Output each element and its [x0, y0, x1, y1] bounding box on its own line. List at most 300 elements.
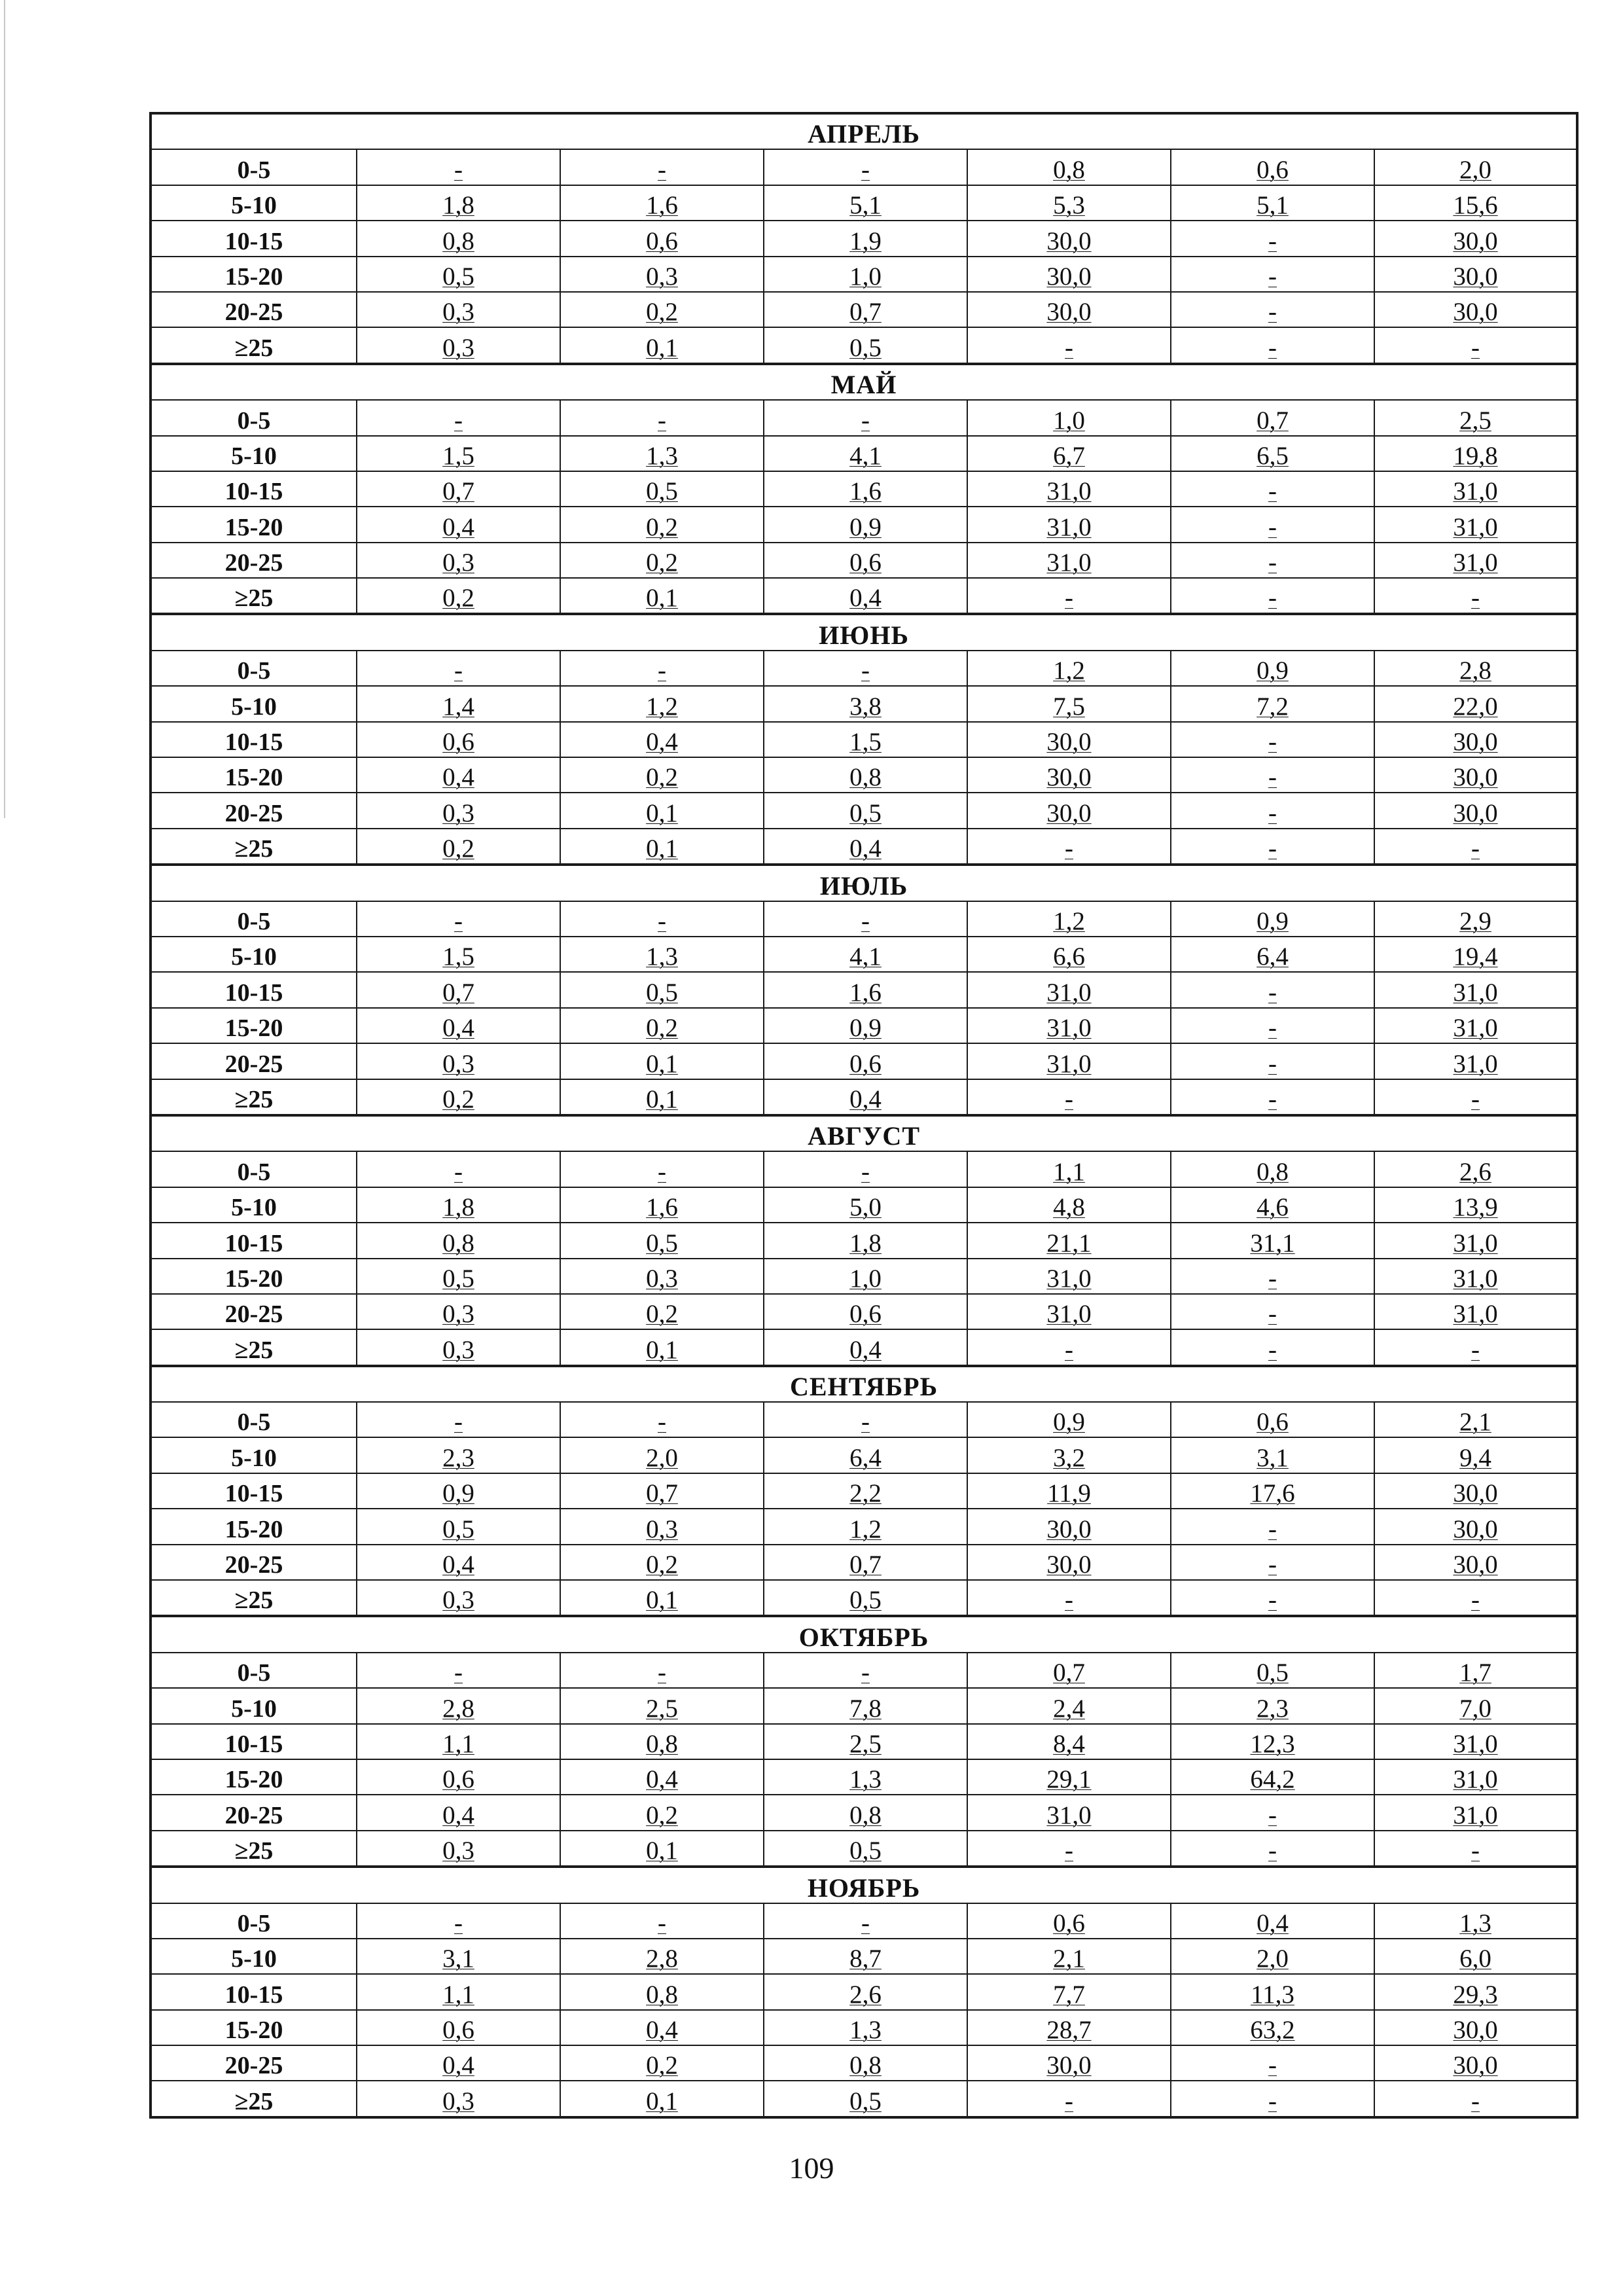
range-cell: ≥25: [151, 1831, 357, 1867]
value-cell: -: [560, 149, 764, 185]
value-cell: 1,4: [357, 686, 560, 721]
value-cell: 4,1: [764, 436, 967, 471]
value-cell: 2,0: [1171, 1939, 1374, 1974]
value-cell: 63,2: [1171, 2010, 1374, 2045]
value-cell: 0,5: [560, 1223, 764, 1258]
range-cell: 5-10: [151, 1688, 357, 1723]
value-cell: -: [1171, 1795, 1374, 1830]
value-cell: 30,0: [1374, 257, 1577, 292]
value-cell: 0,5: [560, 471, 764, 507]
table-row: [151, 1795, 1577, 1830]
value-cell: 0,9: [764, 1008, 967, 1043]
value-cell: 2,5: [560, 1688, 764, 1723]
value-cell: 1,5: [764, 722, 967, 757]
value-cell: 1,0: [967, 400, 1171, 435]
month-title: АПРЕЛЬ: [151, 113, 1577, 149]
range-cell: 0-5: [151, 1653, 357, 1688]
value-cell: 0,8: [560, 1724, 764, 1759]
value-cell: 0,5: [357, 257, 560, 292]
value-cell: -: [1171, 1008, 1374, 1043]
value-cell: 9,4: [1374, 1437, 1577, 1473]
value-cell: 19,4: [1374, 937, 1577, 972]
value-cell: 2,5: [1374, 400, 1577, 435]
value-cell: -: [560, 1653, 764, 1688]
value-cell: 31,0: [967, 1795, 1171, 1830]
month-title: ОКТЯБРЬ: [151, 1616, 1577, 1652]
table-row: [151, 1008, 1577, 1043]
value-cell: 0,4: [764, 829, 967, 865]
value-cell: 0,5: [357, 1259, 560, 1294]
value-cell: 15,6: [1374, 185, 1577, 221]
range-cell: 10-15: [151, 722, 357, 757]
table-row: [151, 757, 1577, 793]
value-cell: 11,9: [967, 1473, 1171, 1509]
table-row: [151, 292, 1577, 327]
table-row: [151, 829, 1577, 865]
value-cell: 31,0: [1374, 1043, 1577, 1079]
value-cell: 30,0: [967, 221, 1171, 256]
value-cell: 31,0: [1374, 471, 1577, 507]
value-cell: 2,1: [967, 1939, 1171, 1974]
value-cell: -: [1171, 757, 1374, 793]
table-row: [151, 972, 1577, 1007]
value-cell: -: [357, 901, 560, 937]
table-row: [151, 1259, 1577, 1294]
value-cell: -: [764, 1151, 967, 1187]
value-cell: -: [967, 1329, 1171, 1365]
value-cell: 30,0: [1374, 1545, 1577, 1580]
value-cell: 0,7: [560, 1473, 764, 1509]
value-cell: -: [1171, 1580, 1374, 1616]
value-cell: 1,7: [1374, 1653, 1577, 1688]
value-cell: 1,2: [560, 686, 764, 721]
value-cell: 0,1: [560, 1580, 764, 1616]
range-cell: 15-20: [151, 757, 357, 793]
table-row: [151, 1939, 1577, 1974]
value-cell: 0,2: [560, 1545, 764, 1580]
value-cell: 0,4: [357, 1008, 560, 1043]
range-cell: 0-5: [151, 1151, 357, 1187]
value-cell: 30,0: [1374, 221, 1577, 256]
value-cell: -: [357, 1402, 560, 1437]
table-row: [151, 1043, 1577, 1079]
table-row: [151, 543, 1577, 578]
range-cell: 10-15: [151, 221, 357, 256]
table-row: [151, 471, 1577, 507]
value-cell: 31,0: [967, 1043, 1171, 1079]
value-cell: 6,4: [764, 1437, 967, 1473]
value-cell: 2,3: [1171, 1688, 1374, 1723]
value-cell: 0,8: [560, 1974, 764, 2009]
value-cell: 2,6: [764, 1974, 967, 2009]
value-cell: 1,3: [1374, 1903, 1577, 1939]
value-cell: 0,3: [560, 257, 764, 292]
range-cell: 15-20: [151, 1509, 357, 1544]
table-row: [151, 1545, 1577, 1580]
value-cell: 0,2: [560, 1795, 764, 1830]
table-row: [151, 1294, 1577, 1329]
value-cell: 30,0: [1374, 2010, 1577, 2045]
value-cell: 0,6: [764, 543, 967, 578]
value-cell: 0,3: [357, 793, 560, 828]
table-row: [151, 436, 1577, 471]
value-cell: 1,3: [560, 436, 764, 471]
value-cell: -: [764, 651, 967, 686]
value-cell: 1,6: [560, 185, 764, 221]
table-row: [151, 1329, 1577, 1365]
value-cell: -: [1374, 1831, 1577, 1867]
monthly-data-table: [149, 112, 1578, 2119]
value-cell: 0,9: [357, 1473, 560, 1509]
value-cell: -: [1374, 327, 1577, 363]
value-cell: 0,5: [1171, 1653, 1374, 1688]
value-cell: 21,1: [967, 1223, 1171, 1258]
value-cell: 31,0: [967, 972, 1171, 1007]
value-cell: 5,1: [764, 185, 967, 221]
value-cell: -: [967, 327, 1171, 363]
value-cell: 0,7: [357, 972, 560, 1007]
value-cell: 30,0: [1374, 722, 1577, 757]
range-cell: 20-25: [151, 1043, 357, 1079]
value-cell: 1,3: [764, 1759, 967, 1795]
value-cell: 0,8: [357, 1223, 560, 1258]
value-cell: -: [357, 1903, 560, 1939]
value-cell: 29,3: [1374, 1974, 1577, 2009]
value-cell: 1,3: [560, 937, 764, 972]
table-row: [151, 1580, 1577, 1616]
value-cell: 2,8: [357, 1688, 560, 1723]
value-cell: 30,0: [1374, 1473, 1577, 1509]
value-cell: 7,2: [1171, 686, 1374, 721]
value-cell: -: [560, 901, 764, 937]
value-cell: 31,0: [1374, 1223, 1577, 1258]
value-cell: -: [1171, 829, 1374, 865]
value-cell: 0,9: [967, 1402, 1171, 1437]
value-cell: -: [560, 1903, 764, 1939]
value-cell: 11,3: [1171, 1974, 1374, 2009]
value-cell: 30,0: [967, 257, 1171, 292]
table-row: [151, 507, 1577, 542]
value-cell: 0,3: [357, 1294, 560, 1329]
value-cell: 0,2: [560, 543, 764, 578]
table-row: [151, 1831, 1577, 1867]
value-cell: 0,6: [1171, 1402, 1374, 1437]
value-cell: 2,0: [560, 1437, 764, 1473]
value-cell: -: [357, 400, 560, 435]
value-cell: 0,2: [560, 757, 764, 793]
value-cell: 0,2: [357, 1079, 560, 1115]
range-cell: 5-10: [151, 686, 357, 721]
table-row: [151, 2045, 1577, 2081]
value-cell: 0,2: [560, 292, 764, 327]
table-row: [151, 1653, 1577, 1688]
month-header-row: [151, 364, 1577, 400]
value-cell: 31,0: [1374, 1259, 1577, 1294]
month-header-row: [151, 1616, 1577, 1652]
value-cell: 0,6: [357, 1759, 560, 1795]
value-cell: -: [1171, 221, 1374, 256]
range-cell: 5-10: [151, 1187, 357, 1223]
table-row: [151, 722, 1577, 757]
value-cell: 0,4: [764, 1079, 967, 1115]
value-cell: 7,7: [967, 1974, 1171, 2009]
value-cell: 0,5: [764, 793, 967, 828]
value-cell: 1,2: [764, 1509, 967, 1544]
value-cell: 3,1: [1171, 1437, 1374, 1473]
table-row: [151, 1724, 1577, 1759]
value-cell: 0,5: [764, 2081, 967, 2117]
value-cell: 0,6: [357, 2010, 560, 2045]
value-cell: 3,1: [357, 1939, 560, 1974]
value-cell: 1,2: [967, 901, 1171, 937]
value-cell: 1,6: [764, 471, 967, 507]
value-cell: 31,0: [967, 1259, 1171, 1294]
value-cell: 0,3: [560, 1509, 764, 1544]
value-cell: 31,0: [1374, 1724, 1577, 1759]
value-cell: 0,4: [1171, 1903, 1374, 1939]
value-cell: 30,0: [1374, 793, 1577, 828]
range-cell: 10-15: [151, 1724, 357, 1759]
range-cell: 20-25: [151, 1545, 357, 1580]
table-row: [151, 793, 1577, 828]
value-cell: 0,4: [357, 1545, 560, 1580]
value-cell: 0,6: [764, 1294, 967, 1329]
range-cell: 20-25: [151, 2045, 357, 2081]
month-title: ИЮНЬ: [151, 614, 1577, 650]
value-cell: 7,0: [1374, 1688, 1577, 1723]
value-cell: 0,4: [764, 578, 967, 614]
range-cell: ≥25: [151, 327, 357, 363]
value-cell: 0,7: [967, 1653, 1171, 1688]
value-cell: 0,4: [560, 2010, 764, 2045]
value-cell: 30,0: [1374, 1509, 1577, 1544]
value-cell: 1,1: [357, 1724, 560, 1759]
value-cell: 0,5: [764, 1580, 967, 1616]
value-cell: 0,3: [357, 2081, 560, 2117]
value-cell: -: [1171, 471, 1374, 507]
value-cell: 0,2: [357, 578, 560, 614]
value-cell: -: [1171, 972, 1374, 1007]
value-cell: 3,8: [764, 686, 967, 721]
range-cell: 10-15: [151, 471, 357, 507]
value-cell: -: [357, 1151, 560, 1187]
value-cell: 28,7: [967, 2010, 1171, 2045]
scan-binding-edge: [4, 0, 5, 818]
table-row: [151, 400, 1577, 435]
value-cell: 0,7: [764, 1545, 967, 1580]
value-cell: 0,1: [560, 1329, 764, 1365]
range-cell: 10-15: [151, 1974, 357, 2009]
range-cell: 5-10: [151, 1437, 357, 1473]
value-cell: -: [1374, 1079, 1577, 1115]
range-cell: 5-10: [151, 436, 357, 471]
table-row: [151, 2010, 1577, 2045]
value-cell: 2,5: [764, 1724, 967, 1759]
value-cell: 0,9: [764, 507, 967, 542]
value-cell: -: [967, 1831, 1171, 1867]
value-cell: 0,1: [560, 1043, 764, 1079]
table-row: [151, 1187, 1577, 1223]
value-cell: -: [560, 400, 764, 435]
value-cell: 0,8: [357, 221, 560, 256]
value-cell: 1,9: [764, 221, 967, 256]
value-cell: 1,1: [357, 1974, 560, 2009]
value-cell: 0,1: [560, 1831, 764, 1867]
value-cell: 1,5: [357, 436, 560, 471]
value-cell: 31,0: [1374, 507, 1577, 542]
value-cell: -: [1171, 1329, 1374, 1365]
table-row: [151, 1903, 1577, 1939]
range-cell: 10-15: [151, 1223, 357, 1258]
value-cell: -: [764, 149, 967, 185]
value-cell: 5,1: [1171, 185, 1374, 221]
value-cell: -: [357, 651, 560, 686]
month-title: МАЙ: [151, 364, 1577, 400]
value-cell: -: [1171, 1831, 1374, 1867]
table-row: [151, 1759, 1577, 1795]
value-cell: 6,4: [1171, 937, 1374, 972]
value-cell: 0,8: [764, 757, 967, 793]
value-cell: 2,9: [1374, 901, 1577, 937]
value-cell: 30,0: [967, 292, 1171, 327]
month-title: АВГУСТ: [151, 1115, 1577, 1151]
value-cell: -: [357, 149, 560, 185]
value-cell: 0,3: [357, 1831, 560, 1867]
value-cell: 4,1: [764, 937, 967, 972]
value-cell: 8,7: [764, 1939, 967, 1974]
range-cell: 0-5: [151, 1903, 357, 1939]
table-row: [151, 185, 1577, 221]
value-cell: -: [1171, 507, 1374, 542]
range-cell: 0-5: [151, 400, 357, 435]
value-cell: 1,1: [967, 1151, 1171, 1187]
range-cell: 0-5: [151, 651, 357, 686]
table-row: [151, 1079, 1577, 1115]
value-cell: 30,0: [967, 1509, 1171, 1544]
value-cell: 4,8: [967, 1187, 1171, 1223]
table-row: [151, 578, 1577, 614]
range-cell: 20-25: [151, 793, 357, 828]
value-cell: 0,7: [764, 292, 967, 327]
value-cell: 3,2: [967, 1437, 1171, 1473]
value-cell: 0,3: [357, 1329, 560, 1365]
value-cell: 5,0: [764, 1187, 967, 1223]
value-cell: 0,2: [560, 1008, 764, 1043]
table-row: [151, 1223, 1577, 1258]
table-body: [151, 113, 1577, 2117]
value-cell: -: [764, 400, 967, 435]
value-cell: 0,2: [357, 829, 560, 865]
value-cell: 31,0: [1374, 1795, 1577, 1830]
range-cell: ≥25: [151, 1580, 357, 1616]
value-cell: 4,6: [1171, 1187, 1374, 1223]
range-cell: 10-15: [151, 1473, 357, 1509]
value-cell: -: [1171, 1259, 1374, 1294]
value-cell: 2,0: [1374, 149, 1577, 185]
value-cell: 0,9: [1171, 901, 1374, 937]
value-cell: 0,3: [357, 543, 560, 578]
value-cell: 22,0: [1374, 686, 1577, 721]
table-row: [151, 937, 1577, 972]
month-title: СЕНТЯБРЬ: [151, 1366, 1577, 1402]
value-cell: 5,3: [967, 185, 1171, 221]
value-cell: -: [1374, 829, 1577, 865]
range-cell: 15-20: [151, 2010, 357, 2045]
value-cell: 0,3: [357, 1043, 560, 1079]
value-cell: 0,1: [560, 578, 764, 614]
value-cell: 1,8: [764, 1223, 967, 1258]
value-cell: 64,2: [1171, 1759, 1374, 1795]
table-row: [151, 221, 1577, 256]
value-cell: 0,8: [1171, 1151, 1374, 1187]
value-cell: 2,6: [1374, 1151, 1577, 1187]
month-title: ИЮЛЬ: [151, 865, 1577, 901]
value-cell: 30,0: [1374, 2045, 1577, 2081]
value-cell: 2,1: [1374, 1402, 1577, 1437]
value-cell: 17,6: [1171, 1473, 1374, 1509]
table-row: [151, 1402, 1577, 1437]
value-cell: 1,5: [357, 937, 560, 972]
value-cell: -: [1374, 1580, 1577, 1616]
value-cell: -: [1374, 1329, 1577, 1365]
range-cell: ≥25: [151, 2081, 357, 2117]
value-cell: 0,3: [560, 1259, 764, 1294]
value-cell: 0,6: [1171, 149, 1374, 185]
value-cell: 0,5: [764, 327, 967, 363]
value-cell: 0,2: [560, 2045, 764, 2081]
table-row: [151, 2081, 1577, 2117]
value-cell: 0,1: [560, 2081, 764, 2117]
value-cell: 0,4: [560, 1759, 764, 1795]
value-cell: -: [967, 1079, 1171, 1115]
range-cell: 20-25: [151, 1294, 357, 1329]
value-cell: 7,8: [764, 1688, 967, 1723]
table-row: [151, 257, 1577, 292]
range-cell: 5-10: [151, 1939, 357, 1974]
value-cell: 31,0: [1374, 1294, 1577, 1329]
value-cell: 30,0: [967, 793, 1171, 828]
value-cell: -: [1374, 578, 1577, 614]
value-cell: 31,0: [1374, 972, 1577, 1007]
value-cell: 1,6: [764, 972, 967, 1007]
value-cell: 1,2: [967, 651, 1171, 686]
month-header-row: [151, 1867, 1577, 1903]
value-cell: -: [1171, 2081, 1374, 2117]
range-cell: 0-5: [151, 1402, 357, 1437]
value-cell: -: [357, 1653, 560, 1688]
value-cell: 0,4: [357, 507, 560, 542]
value-cell: -: [1171, 1294, 1374, 1329]
range-cell: 15-20: [151, 257, 357, 292]
value-cell: 31,0: [967, 1294, 1171, 1329]
value-cell: 0,1: [560, 327, 764, 363]
value-cell: 8,4: [967, 1724, 1171, 1759]
range-cell: 10-15: [151, 972, 357, 1007]
table-row: [151, 1688, 1577, 1723]
value-cell: 0,3: [357, 292, 560, 327]
value-cell: 0,5: [357, 1509, 560, 1544]
value-cell: 31,0: [1374, 1759, 1577, 1795]
value-cell: -: [1171, 292, 1374, 327]
range-cell: 15-20: [151, 1259, 357, 1294]
range-cell: 20-25: [151, 1795, 357, 1830]
value-cell: 1,0: [764, 1259, 967, 1294]
value-cell: -: [967, 829, 1171, 865]
table-row: [151, 1509, 1577, 1544]
value-cell: 0,1: [560, 793, 764, 828]
value-cell: 0,9: [1171, 651, 1374, 686]
range-cell: ≥25: [151, 578, 357, 614]
